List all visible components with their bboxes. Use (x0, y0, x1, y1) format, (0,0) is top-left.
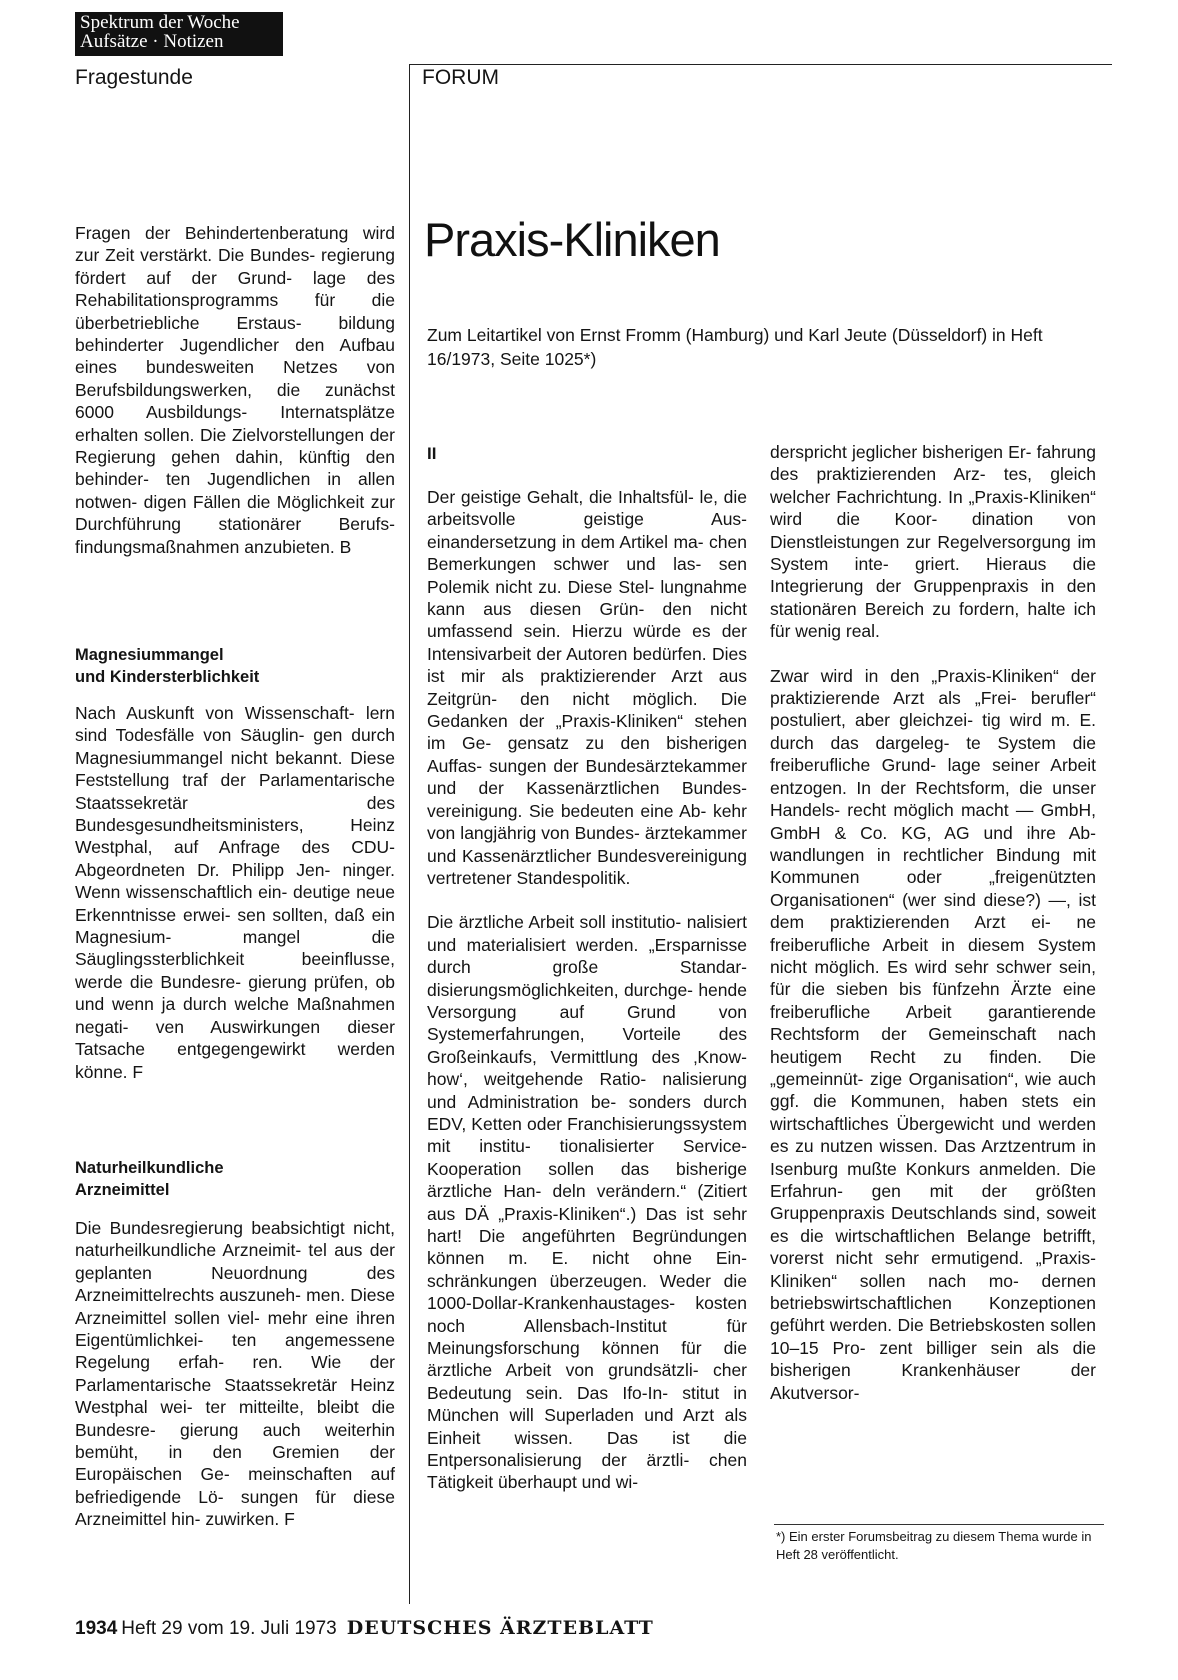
article-paragraph-1: Der geistige Gehalt, die Inhaltsfül- le, die arbeitsvolle geistige Aus- einandersetzung in dem Artikel ma- chen Bemerkungen schwer und las- sen Polemik nicht zu. Diese Stel- lungnahme kann aus diesen Grün- den nicht umfassend sein. Hierzu würde es der Intensivarbeit der Autoren bedürfen. Dies ist mir als praktizierender Arzt aus Zeitgrün- den nicht möglich. Die Gedanken der „Praxis-Kliniken“ stehen im Ge- gensatz zu den bisherigen Auffas- sungen der Bundesärztekammer und der Kassenärztlichen Bundes- vereinigung. Sie bedeuten eine Ab- kehr von langjährig von Bundes- ärztekammer und Kassenärztlicher Bundesvereinigung vertretener Standespolitik. (427, 487, 747, 888)
section-label-line1: Spektrum der Woche (80, 12, 240, 33)
left-paragraph-3: Die Bundesregierung beabsichtigt nicht, naturheilkundliche Arzneimit- tel aus der geplanten Neuordnung des Arzneimittelrechts auszuneh- men. Diese Arzneimittel sollen viel- mehr eine ihren Eigentümlichkei- ten angemessene Regelung erfah- ren. Wie der Parlamentarische Staatssekretär Heinz Westphal wei- ter mitteilte, bleibt die Bundesre- gierung auch weiterhin bemüht, in den Gremien der Europäischen Ge- meinschaften auf befriedigende Lö- sungen für diese Arzneimittel hin- zuwirken. F (75, 1218, 395, 1530)
section-label-box (75, 12, 283, 56)
article-subtitle: Zum Leitartikel von Ernst Fromm (Hamburg) und Karl Jeute (Düsseldorf) in Heft 16/1973, Seite 1025*) (427, 325, 1043, 369)
left-paragraph-2: Nach Auskunft von Wissenschaft- lern sind Todesfälle von Säuglin- gen durch Magnesiummangel nicht bekannt. Diese Feststellung traf der Parlamentarische Staatssekretär des Bundesgesundheitsministers, Heinz Westphal, auf Anfrage des CDU-Abgeordneten Dr. Philipp Jen- ninger. Wenn wissenschaftlich ein- deutige neue Erkenntnisse erwei- sen sollten, daß ein Magnesium- mangel die Säuglingssterblichkeit beeinflusse, werde die Bundesre- gierung prüfen, ob und wenn ja durch welche Maßnahmen negati- ven Auswirkungen dieser Tatsache entgegengewirkt werden könne. F (75, 703, 395, 1082)
issue-info: Heft 29 vom 19. Juli 1973 (121, 1618, 337, 1639)
journal-masthead: DEUTSCHES ÄRZTEBLATT (346, 1617, 654, 1639)
article-paragraph-4: Zwar wird in den „Praxis-Kliniken“ der praktizierende Arzt als „Frei- berufler“ postuliert, aber gleichzei- tig wird m. E. durch das dargeleg- te System die freiberufliche Grund- lage seiner Arbeit entzogen. In der Rechtsform, die unser Handels- recht möglich macht — GmbH, GmbH & Co. KG, AG und ihre Ab- wandlungen in rechtlicher Bindung mit Kommunen oder „freigenützten Organisationen“ (wer sind diese?) —, ist dem praktizierenden Arzt ei- ne freiberufliche Arbeit in diesem System nicht möglich. Es wird sehr schwer sein, für die sieben bis fünfzehn Ärzte eine freiberufliche Arbeit garantierende Rechtsform der Gemeinschaft nach heutigem Recht zu finden. Die „gemeinnüt- zige Organisation“, wie auch ggf. die Kommunen, haben stets ein wirtschaftliches Übergewicht und werden es zu nutzen wissen. Das Arztzentrum in Isenburg mußte Konkurs anmelden. Die Erfahrun- gen mit der größten Gruppenpraxis Deutschlands sind, soweit es die wirtschaftlichen Belange betrifft, vorerst nicht sehr ermutigend. „Praxis-Kliniken“ sollen nach mo- dernen betriebswirtschaftlichen Konzeptionen geführt werden. Die Betriebskosten sollen 10–15 Pro- zent billiger sein als die bisherigen Krankenhäuser der Akutversor- (770, 665, 1096, 1403)
header-rule (409, 64, 1112, 65)
article-title: Praxis-Kliniken (424, 213, 720, 266)
article-paragraph-2: Die ärztliche Arbeit soll institutio- nalisiert und materialisiert werden. „Ersparnisse durch große Standar- disierungsmöglichkeiten, durchge- hende Versorgung auf Grund von Systemerfahrungen, Vorteile des Großeinkaufs, Vermittlung des ‚Know-how‘, weitgehende Ratio- nalisierung und Administration be- sonders durch EDV, Ketten oder Franchisierungssystem mit institu- tionalisierter Service-Kooperation sollen das bisherige ärztliche Han- deln verändern.“ (Zitiert aus DÄ „Praxis-Kliniken“.) Das ist sehr hart! Die angeführten Begründungen können m. E. nicht ohne Ein- schränkungen überzeugen. Weder die 1000-Dollar-Krankenhaustages- kosten noch Allensbach-Institut für Meinungsforschung können für die ärztliche Arbeit von grundsätzli- cher Bedeutung sein. Das Ifo-In- stitut in München will Superladen und Arzt als Einheit wissen. Das ist die Entpersonalisierung der ärztli- chen Tätigkeit überhaupt und wi- (427, 912, 747, 1493)
left-section-title: Fragestunde (75, 66, 193, 89)
footnote: *) Ein erster Forumsbeitrag zu diesem Thema wurde in Heft 28 veröffentlicht. (776, 1529, 1092, 1562)
page-footer (75, 1617, 654, 1640)
column-divider (409, 64, 410, 1604)
right-section-title: FORUM (422, 66, 499, 89)
heading-naturheilkunde: Naturheilkundliche Arzneimittel (75, 1159, 224, 1199)
section-numeral: II (427, 444, 437, 463)
section-label-line2: Aufsätze · Notizen (80, 31, 224, 52)
heading-magnesium: Magnesiummangel und Kindersterblichkeit (75, 646, 260, 686)
article-paragraph-3: derspricht jeglicher bisherigen Er- fahrung des praktizierenden Arz- tes, gleich welcher Fachrichtung. In „Praxis-Kliniken“ wird die Koor- dination von Dienstleistungen zur Regelversorgung im System inte- griert. Hieraus die Integrierung der Gruppenpraxis in den stationären Bereich zu fordern, halte ich für wenig real. (770, 442, 1096, 642)
page-number: 1934 (75, 1618, 118, 1639)
footnote-rule (774, 1524, 1104, 1525)
article-column-right (770, 441, 1096, 1404)
left-paragraph-1: Fragen der Behindertenberatung wird zur Zeit verstärkt. Die Bundes- regierung fördert auf der Grund- lage des Rehabilitationsprogramms für die überbetriebliche Erstaus- bildung behinderter Jugendlicher den Aufbau eines bundesweiten Netzes von Berufsbildungswerken, die zunächst 6000 Ausbildungs- Internatsplätze erhalten sollen. Die Zielvorstellungen der Regierung gehen dahin, künftig den behinder- ten Jugendlichen in allen notwen- digen Fällen die Möglichkeit zur Durchführung stationärer Berufs- findungsmaßnahmen anzubieten. B (75, 223, 395, 557)
article-column-middle (427, 486, 747, 1494)
